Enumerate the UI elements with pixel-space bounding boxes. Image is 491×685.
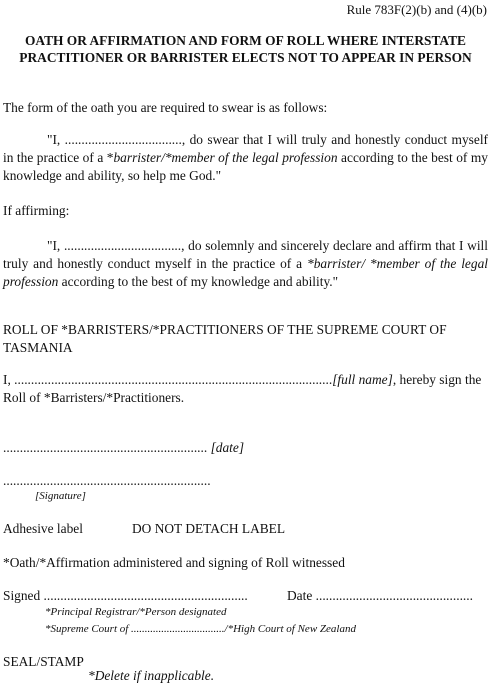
oath-open: "I, ..................................., do swear that I will truly and honestly conduct myself in the practice of a * (3, 132, 488, 165)
roll-heading: ROLL OF *BARRISTERS/*PRACTITIONERS OF THE SUPREME COURT OF TASMANIA (3, 322, 447, 355)
date-dots: ............................................................. (3, 440, 208, 455)
oath-role: barrister/*member of the legal profession (113, 150, 338, 165)
delete-note: *Delete if inapplicable. (88, 668, 215, 683)
rule-reference: Rule 783F(2)(b) and (4)(b) (346, 2, 487, 17)
full-name-dots: I, ............................................................................................... (3, 372, 333, 387)
affirm-heading: If affirming: (3, 203, 70, 218)
full-name-line (3, 371, 488, 407)
date-label: [date] (210, 440, 245, 455)
date-line (3, 439, 244, 456)
registrar-note: *Principal Registrar/*Person designated (45, 606, 227, 618)
form-title: OATH OR AFFIRMATION AND FORM OF ROLL WHERE INTERSTATE PRACTITIONER OR BARRISTER ELECTS NOT TO APPEAR IN PERSON (19, 33, 472, 65)
oath-close: according to the best of my knowledge and ability, so help me God." (3, 150, 488, 183)
signature-dots: .............................................................. (3, 473, 211, 488)
affirm-close: according to the best of my knowledge and ability." (58, 274, 339, 289)
do-not-detach-label: DO NOT DETACH LABEL (132, 521, 286, 536)
signature-label: [Signature] (35, 490, 86, 502)
affirm-role: *barrister/ *member of the legal profession (3, 256, 488, 289)
full-name-label: [full name] (332, 372, 393, 387)
oath-paragraph (3, 131, 488, 185)
affirm-open: "I, ..................................., do solemnly and sincerely declare and affirm that I will truly and honestly conduct myself in the practice of a (3, 238, 488, 271)
affirm-paragraph (3, 237, 488, 291)
intro-text: The form of the oath you are required to swear is as follows: (3, 100, 328, 115)
date-field: Date ............................................... (287, 588, 473, 603)
administered-text: *Oath/*Affirmation administered and signing of Roll witnessed (3, 555, 345, 570)
signed-line: Signed ............................................................. (3, 588, 248, 603)
seal-stamp: SEAL/STAMP (3, 654, 84, 669)
full-name-close: , hereby sign the Roll of *Barristers/*Practitioners. (3, 372, 482, 405)
court-note: *Supreme Court of ................................../*High Court of New Zealand (45, 623, 356, 635)
adhesive-label: Adhesive label (3, 521, 83, 536)
